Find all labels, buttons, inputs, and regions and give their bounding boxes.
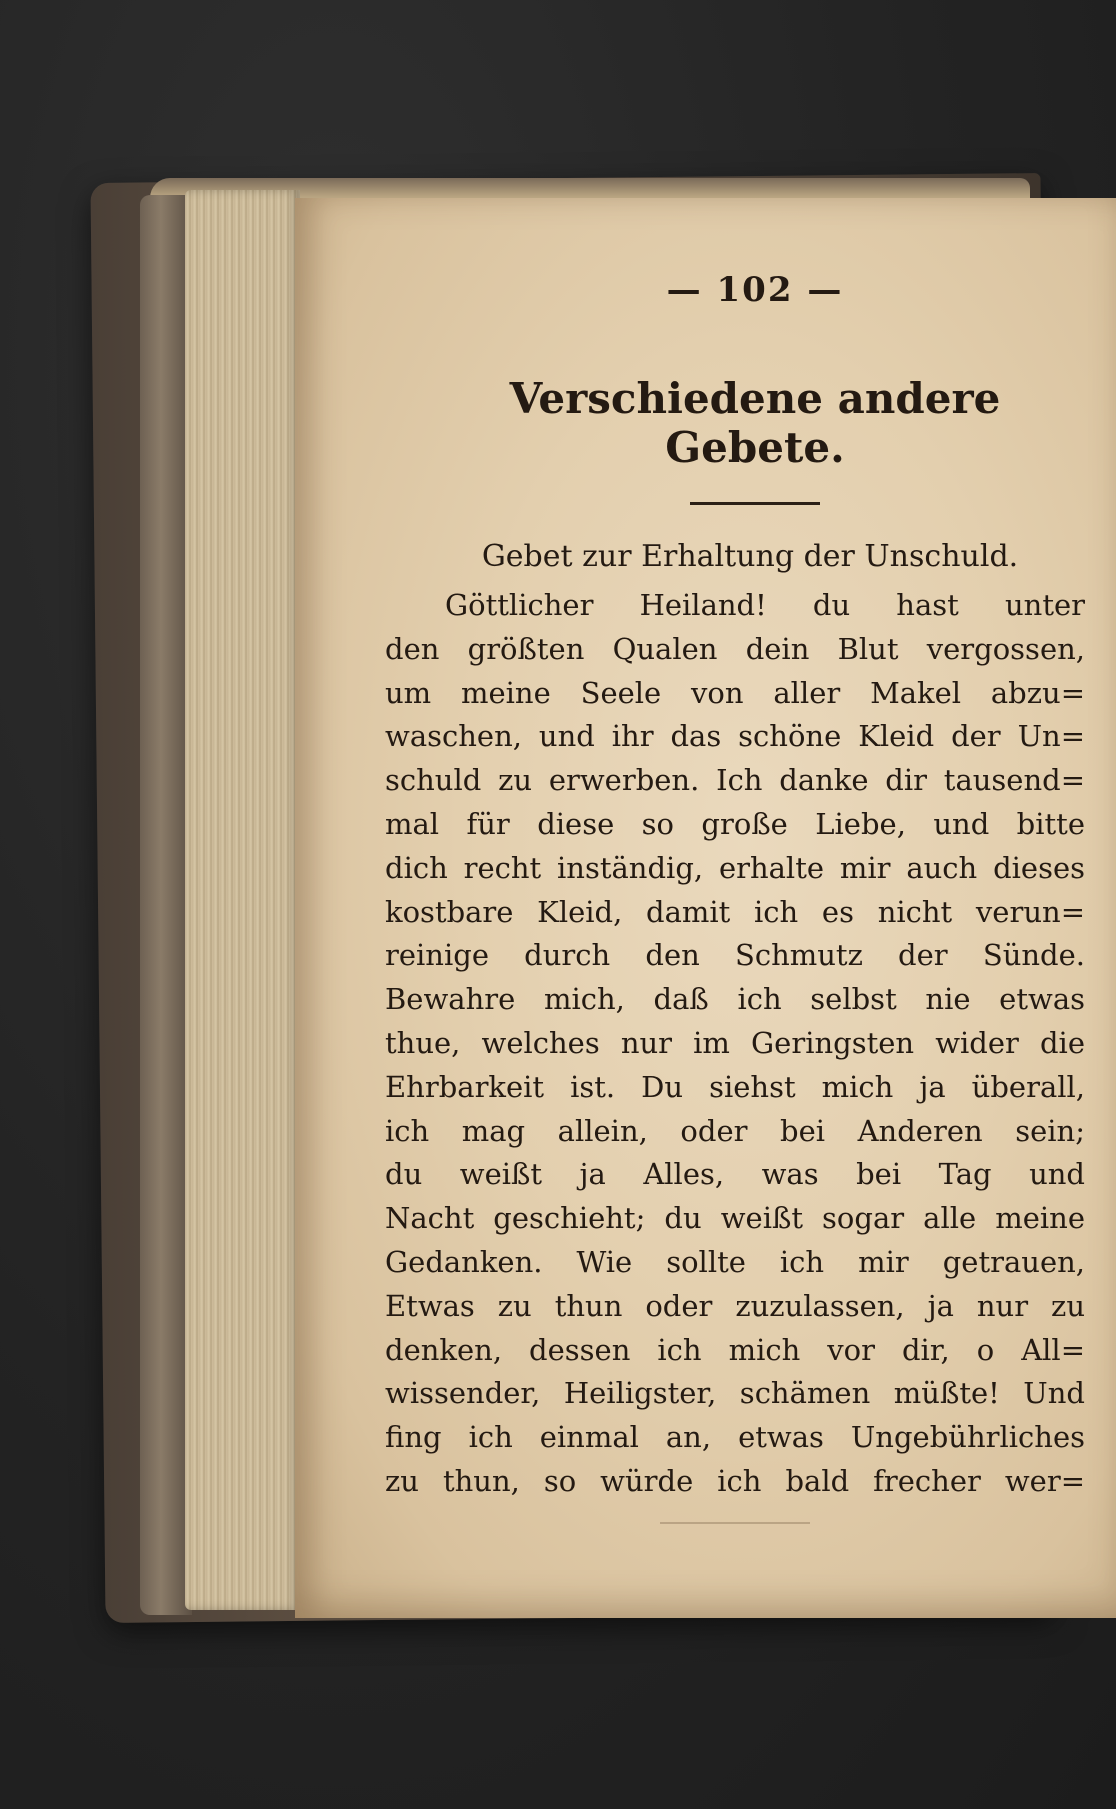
page-number: — 102 —: [666, 270, 844, 310]
text-line: wissender, Heiligster, schämen müßte! Und: [385, 1376, 1085, 1411]
text-line: mal für diese so große Liebe, und bitte: [385, 806, 1085, 841]
footer-divider: [660, 1522, 810, 1524]
text-line: kostbare Kleid, damit ich es nicht verun=: [385, 894, 1085, 929]
page-content: [385, 270, 1085, 1504]
text-line: reinige durch den Schmutz der Sünde.: [385, 938, 1085, 973]
text-line: Bewahre mich, daß ich selbst nie etwas: [385, 982, 1085, 1017]
text-line: dich recht inständig, erhalte mir auch dieses: [385, 850, 1085, 885]
text-line: zu thun, so würde ich bald frecher wer=: [385, 1463, 1085, 1498]
text-line: Nacht geschieht; du weißt sogar alle meine: [385, 1201, 1085, 1236]
text-line: waschen, und ihr das schöne Kleid der Un=: [385, 719, 1085, 754]
text-line: thue, welches nur im Geringsten wider die: [385, 1025, 1085, 1060]
text-line: schuld zu erwerben. Ich danke dir tausend=: [385, 763, 1085, 798]
text-line: um meine Seele von aller Makel abzu=: [385, 675, 1085, 710]
text-line: du weißt ja Alles, was bei Tag und: [385, 1157, 1085, 1192]
text-line: Göttlicher Heiland! du hast unter: [445, 588, 1085, 622]
text-line: ich mag allein, oder bei Anderen sein;: [385, 1113, 1085, 1148]
prayer-text: [385, 584, 1085, 1504]
text-line: denken, dessen ich mich vor dir, o All=: [385, 1332, 1085, 1367]
title-divider: [690, 502, 820, 505]
page-stack-edges: [185, 190, 300, 1610]
text-line: fing ich einmal an, etwas Ungebührliches: [385, 1420, 1085, 1455]
text-line: Etwas zu thun oder zuzulassen, ja nur zu: [385, 1288, 1085, 1323]
section-title: Verschiedene andere Gebete.: [509, 374, 1001, 472]
text-line: Gedanken. Wie sollte ich mir getrauen,: [385, 1244, 1085, 1279]
text-line: Ehrbarkeit ist. Du siehst mich ja überall,: [385, 1069, 1085, 1104]
text-line: den größten Qualen dein Blut vergossen,: [385, 631, 1085, 666]
prayer-title: Gebet zur Erhaltung der Unschuld.: [481, 539, 1019, 574]
